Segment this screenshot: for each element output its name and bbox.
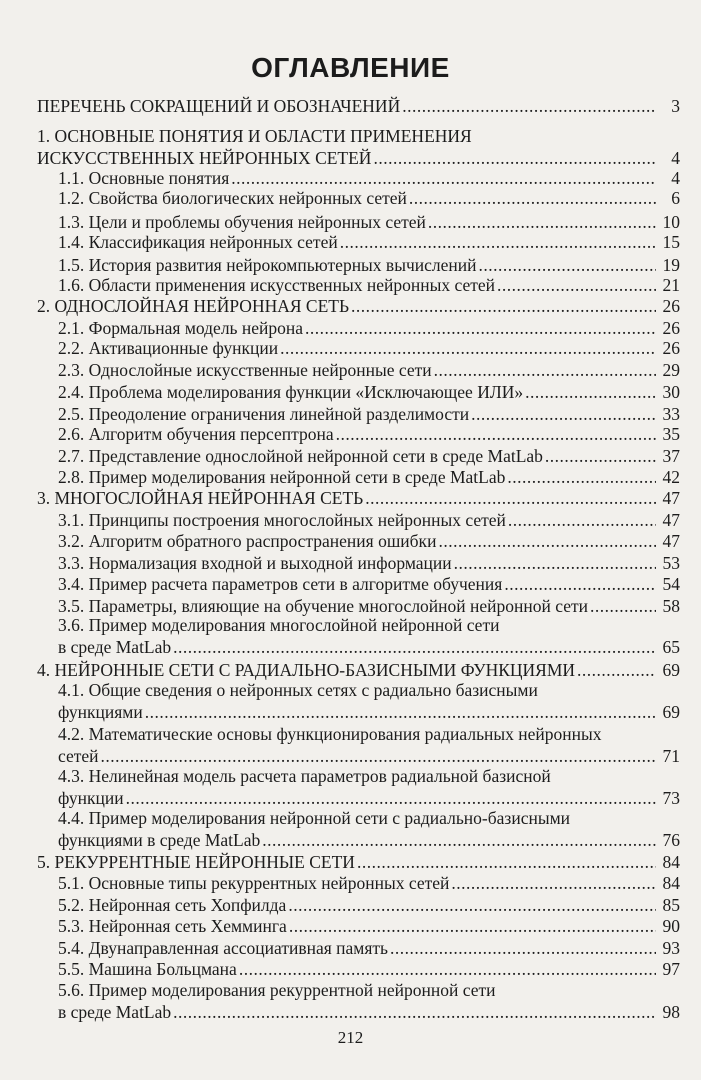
toc-entry-title: 1.2. Свойства биологических нейронных сетей [58,188,407,208]
toc-entry-s4_2-line1: 4.2. Математические основы функционирования радиальных нейронных [58,724,602,744]
page-number: 212 [337,1028,364,1047]
toc-entry-page: 6 [671,188,680,208]
toc-entry-s4_1[interactable] [58,702,680,722]
toc-entry-title: 1.4. Классификация нейронных сетей [58,232,338,252]
toc-entry-s1_3[interactable] [58,212,680,232]
toc-entry-page: 37 [662,446,680,466]
toc-entry-title: 2.4. Проблема моделирования функции «Исключающее ИЛИ» [58,382,524,402]
toc-entry-s4_4[interactable] [58,830,680,850]
toc-entry-page: 97 [662,959,680,979]
dot-leader [101,746,656,766]
toc-entry-s5_5[interactable] [58,959,680,979]
toc-entry-title: 1.3. Цели и проблемы обучения нейронных сетей [58,212,426,232]
toc-entry-page: 35 [662,424,680,444]
toc-entry-s4_4-line1: 4.4. Пример моделирования нейронной сети с радиально-базисными [58,808,571,828]
dot-leader [507,467,656,487]
toc-entry-page: 69 [662,660,680,680]
dot-leader [357,852,656,872]
toc-entry-page: 29 [662,360,680,380]
toc-entry-s3_1[interactable] [58,510,680,530]
toc-entry-title: 2.6. Алгоритм обучения персептрона [58,424,334,444]
dot-leader [239,959,656,979]
toc-entry-s1_6[interactable] [58,275,680,295]
toc-entry-s4_2[interactable] [58,746,680,766]
toc-entry-s2_8[interactable] [58,467,680,487]
dot-leader [438,531,656,551]
dot-leader [390,938,656,958]
toc-entry-page: 53 [662,553,680,573]
toc-entry-s2_5[interactable] [58,404,680,424]
dot-leader [289,916,656,936]
toc-entry-s1_2[interactable] [58,188,680,208]
toc-entry-s4_1-line1: 4.1. Общие сведения о нейронных сетях с радиально базисными [58,680,538,700]
toc-entry-page: 47 [662,510,680,530]
toc-entry-s2_7[interactable] [58,446,680,466]
dot-leader [173,1002,656,1022]
toc-entry-page: 85 [662,895,680,915]
toc-entry-page: 98 [662,1002,680,1022]
dot-leader [126,788,656,808]
dot-leader [451,873,656,893]
toc-entry-s3_2[interactable] [58,531,680,551]
toc-entry-title: 2.3. Однослойные искусственные нейронные сети [58,360,432,380]
dot-leader [504,574,656,594]
dot-leader [173,637,656,657]
toc-entry-s3_4[interactable] [58,574,680,594]
toc-entry-page: 69 [662,702,680,722]
toc-entry-ch1[interactable] [37,148,680,168]
toc-entry-page: 58 [662,596,680,616]
toc-entry-title: 4. НЕЙРОННЫЕ СЕТИ С РАДИАЛЬНО-БАЗИСНЫМИ ФУНКЦИЯМИ [37,660,576,680]
toc-entry-page: 4 [671,148,680,168]
toc-entry-ch5[interactable] [37,852,680,872]
dot-leader [305,318,656,338]
dot-leader [409,188,656,208]
toc-entry-s5_4[interactable] [58,938,680,958]
toc-entry-title: 1.1. Основные понятия [58,168,230,188]
dot-leader [288,895,656,915]
dot-leader [231,168,656,188]
toc-entry-s2_1[interactable] [58,318,680,338]
dot-leader [373,148,656,168]
toc-entry-title: 5.1. Основные типы рекуррентных нейронных сетей [58,873,450,893]
toc-entry-page: 10 [662,212,680,232]
toc-entry-page: 30 [662,382,680,402]
toc-entry-title: 3.2. Алгоритм обратного распространения ошибки [58,531,437,551]
toc-entry-page: 84 [662,852,680,872]
toc-entry-s2_2[interactable] [58,338,680,358]
dot-leader [280,338,656,358]
toc-entry-page: 47 [662,531,680,551]
dot-leader [545,446,656,466]
toc-entry-s1_5[interactable] [58,255,680,275]
toc-entry-page: 4 [671,168,680,188]
toc-entry-title: 5.2. Нейронная сеть Хопфилда [58,895,287,915]
toc-entry-s5_2[interactable] [58,895,680,915]
toc-entry-s5_3[interactable] [58,916,680,936]
toc-entry-s1_4[interactable] [58,232,680,252]
toc-entry-s4_3-line1: 4.3. Нелинейная модель расчета параметров радиальной базисной [58,766,551,786]
dot-leader [434,360,656,380]
toc-entry-s3_3[interactable] [58,553,680,573]
toc-entry-title: 2.1. Формальная модель нейрона [58,318,304,338]
toc-entry-title: ИСКУССТВЕННЫХ НЕЙРОННЫХ СЕТЕЙ [37,148,372,168]
toc-entry-ch4[interactable] [37,660,680,680]
dot-leader [145,702,656,722]
toc-entry-abbr[interactable] [37,96,680,116]
dot-leader [497,275,656,295]
toc-entry-title: 5.3. Нейронная сеть Хемминга [58,916,287,936]
toc-entry-title: 5.5. Машина Больцмана [58,959,237,979]
toc-entry-title: 5.4. Двунаправленная ассоциативная память [58,938,389,958]
toc-entry-page: 73 [662,788,680,808]
page-title: ОГЛАВЛЕНИЕ [251,52,450,83]
dot-leader [428,212,656,232]
toc-entry-title: 3.5. Параметры, влияющие на обучение многослойной нейронной сети [58,596,588,616]
toc-entry-s5_6[interactable] [58,1002,680,1022]
toc-entry-title: 1.5. История развития нейрокомпьютерных вычислений [58,255,477,275]
toc-entry-page: 26 [662,296,680,316]
toc-entry-page: 93 [662,938,680,958]
dot-leader [340,232,656,252]
dot-leader [577,660,656,680]
dot-leader [336,424,656,444]
toc-entry-title: 2.8. Пример моделирования нейронной сети в среде MatLab [58,467,506,487]
toc-entry-page: 26 [662,338,680,358]
toc-entry-page: 84 [662,873,680,893]
toc-entry-s5_1[interactable] [58,873,680,893]
dot-leader [508,510,656,530]
toc-entry-ch2[interactable] [37,296,680,316]
dot-leader [471,404,656,424]
dot-leader [590,596,656,616]
dot-leader [402,96,656,116]
toc-entry-page: 47 [662,488,680,508]
toc-entry-page: 76 [662,830,680,850]
toc-entry-page: 54 [662,574,680,594]
toc-entry-title: 2.7. Представление однослойной нейронной сети в среде MatLab [58,446,543,466]
toc-entry-title: 1.6. Области применения искусственных нейронных сетей [58,275,495,295]
toc-entry-title: ПЕРЕЧЕНЬ СОКРАЩЕНИЙ И ОБОЗНАЧЕНИЙ [37,96,401,116]
toc-entry-ch3[interactable] [37,488,680,508]
toc-entry-title: функциями в среде MatLab [58,830,261,850]
toc-entry-page: 21 [662,275,680,295]
toc-entry-title: 3. МНОГОСЛОЙНАЯ НЕЙРОННАЯ СЕТЬ [37,488,364,508]
toc-entry-page: 3 [671,96,680,116]
dot-leader [262,830,656,850]
toc-entry-title: в среде MatLab [58,1002,172,1022]
toc-entry-page: 33 [662,404,680,424]
toc-entry-title: 2.5. Преодоление ограничения линейной разделимости [58,404,470,424]
toc-entry-title: функции [58,788,124,808]
toc-entry-title: 3.4. Пример расчета параметров сети в алгоритме обучения [58,574,503,594]
toc-entry-s2_3[interactable] [58,360,680,380]
toc-entry-s2_4[interactable] [58,382,680,402]
toc-entry-title: 2.2. Активационные функции [58,338,279,358]
dot-leader [351,296,656,316]
toc-entry-page: 26 [662,318,680,338]
toc-entry-s5_6-line1: 5.6. Пример моделирования рекуррентной нейронной сети [58,980,496,1000]
toc-entry-ch1-line1: 1. ОСНОВНЫЕ ПОНЯТИЯ И ОБЛАСТИ ПРИМЕНЕНИЯ [37,126,472,146]
toc-entry-title: 5. РЕКУРРЕНТНЫЕ НЕЙРОННЫЕ СЕТИ [37,852,355,872]
toc-entry-s1_1[interactable] [58,168,680,188]
toc-entry-page: 65 [662,637,680,657]
toc-entry-s2_6[interactable] [58,424,680,444]
toc-entry-page: 71 [662,746,680,766]
toc-entry-s3_6[interactable] [58,637,680,657]
toc-entry-title: 3.3. Нормализация входной и выходной информации [58,553,452,573]
toc-entry-title: сетей [58,746,99,766]
toc-entry-title: 2. ОДНОСЛОЙНАЯ НЕЙРОННАЯ СЕТЬ [37,296,350,316]
toc-entry-title: функциями [58,702,143,722]
toc-entry-s3_5[interactable] [58,596,680,616]
dot-leader [525,382,656,402]
toc-entry-title: 3.1. Принципы построения многослойных нейронных сетей [58,510,506,530]
toc-entry-page: 19 [662,255,680,275]
toc-entry-page: 90 [662,916,680,936]
dot-leader [479,255,657,275]
toc-entry-page: 42 [662,467,680,487]
toc-entry-page: 15 [662,232,680,252]
toc-entry-s4_3[interactable] [58,788,680,808]
toc-entry-s3_6-line1: 3.6. Пример моделирования многослойной нейронной сети [58,615,500,635]
toc-entry-title: в среде MatLab [58,637,172,657]
dot-leader [365,488,656,508]
dot-leader [454,553,656,573]
